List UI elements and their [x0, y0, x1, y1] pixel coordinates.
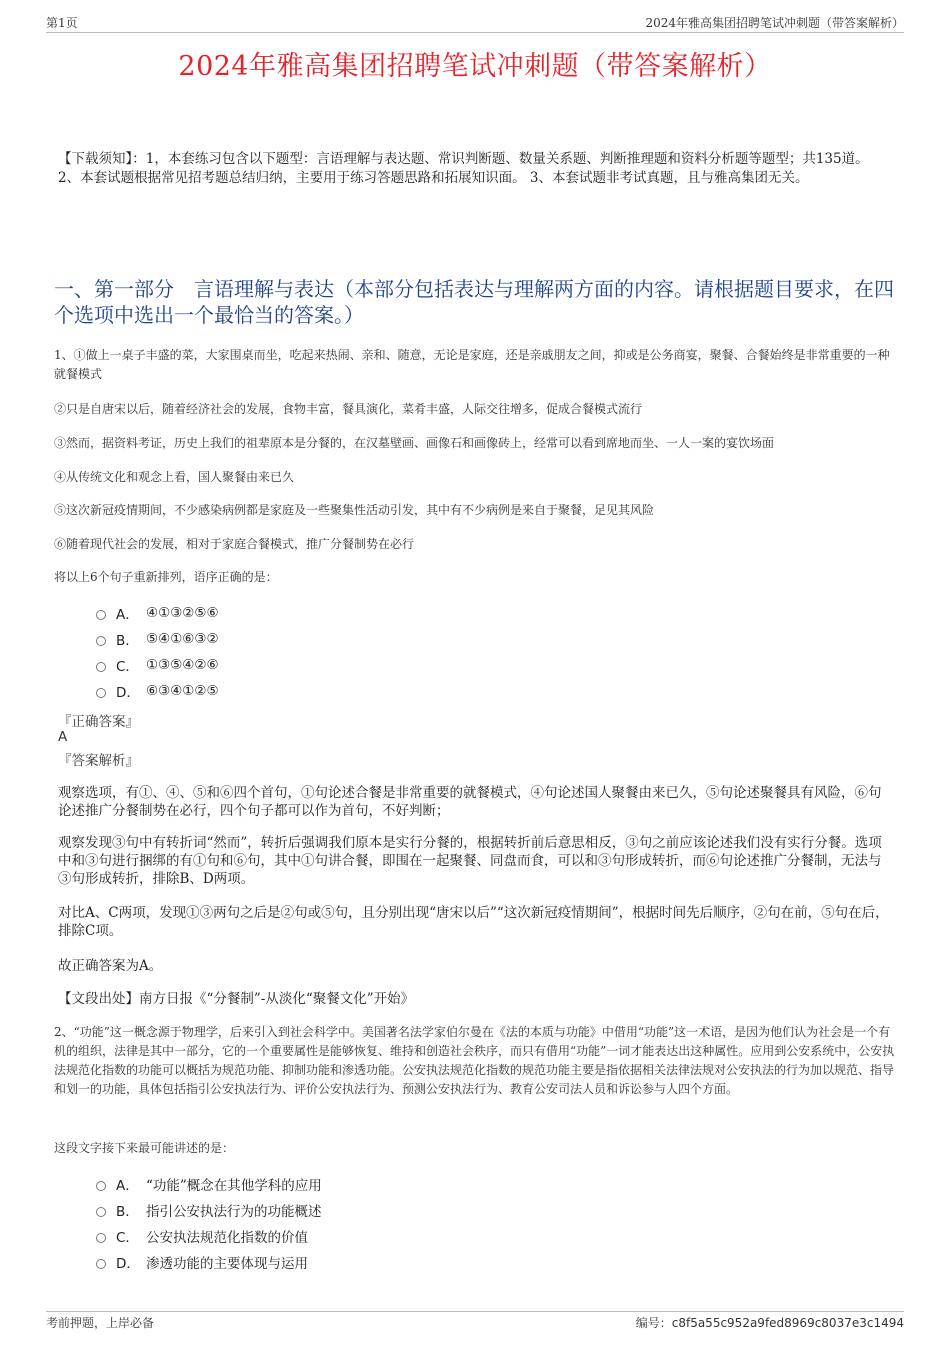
- analysis-label: 『答案解析』: [58, 753, 139, 769]
- q2-options: [96, 1171, 322, 1275]
- option-text: ①③⑤④②⑥: [146, 657, 219, 673]
- option-letter: C．: [116, 659, 139, 675]
- radio-icon[interactable]: [96, 1233, 106, 1243]
- q1-option-c[interactable]: [96, 652, 219, 678]
- q1-sentence-1: 1、①做上一桌子丰盛的菜，大家围桌而坐，吃起来热闹、亲和、随意，无论是家庭，还是亲戚朋友之间，抑或是公务商宴，聚餐、合餐始终是非常重要的一种就餐模式: [54, 348, 890, 381]
- q2-option-a[interactable]: [96, 1171, 322, 1197]
- radio-icon[interactable]: [96, 636, 106, 646]
- q2-option-d[interactable]: [96, 1249, 322, 1275]
- text-source: 【文段出处】南方日报《“分餐制”-从淡化“聚餐文化”开始》: [58, 991, 415, 1007]
- q1-option-d[interactable]: [96, 678, 219, 704]
- q1-prompt: 将以上6个句子重新排列，语序正确的是：: [54, 570, 278, 584]
- q2-stem: 2、“功能”这一概念源于物理学，后来引入到社会科学中。美国著名法学家伯尔曼在《法的本质与功能》中借用“功能”这一术语，是因为他们认为社会是一个有机的组织，法律是其中一部分，它的一个重要属性是能够恢复、维持和创造社会秩序，而只有借用“功能”一词才能表达出这种属性。应用到公安系统中，公安执法规范化指数的功能可以概括为规范功能、抑制功能和渗透功能。公安执法规范化指数的规范功能主要是指依据相关法律法规对公安执法的行为加以规范、指导和划一的功能，具体包括指引公安执法行为、评价公安执法行为、预测公安执法行为、教育公安司法人员和诉讼参与人四个方面。: [54, 1025, 895, 1096]
- q1-option-a[interactable]: [96, 600, 219, 626]
- radio-icon[interactable]: [96, 1259, 106, 1269]
- option-text: 渗透功能的主要体现与运用: [146, 1256, 308, 1272]
- option-text: ⑤④①⑥③②: [146, 631, 219, 647]
- code-value: c8f5a55c952a9fed8969c8037e3c1494: [671, 1316, 904, 1330]
- option-letter: B．: [116, 633, 139, 649]
- q2-option-c[interactable]: [96, 1223, 322, 1249]
- q2-prompt: 这段文字接下来最可能讲述的是：: [54, 1141, 235, 1155]
- code-label: 编号：: [635, 1316, 672, 1330]
- radio-icon[interactable]: [96, 1207, 106, 1217]
- section-title: 一、第一部分 言语理解与表达（本部分包括表达与理解两方面的内容。请根据题目要求，在四个选项中选出一个最恰当的答案。）: [54, 277, 894, 327]
- option-letter: A．: [116, 1178, 139, 1194]
- answer-label: 『正确答案』: [58, 714, 139, 730]
- option-text: ④①③②⑤⑥: [146, 605, 219, 621]
- analysis-paragraph-4: 故正确答案为A。: [58, 958, 163, 974]
- q1-options: [96, 600, 219, 704]
- q1-sentence-4: ④从传统文化和观念上看，国人聚餐由来已久: [54, 470, 295, 484]
- footer-divider: [46, 1311, 904, 1312]
- q1-option-b[interactable]: [96, 626, 219, 652]
- q1-sentence-5: ⑤这次新冠疫情期间，不少感染病例都是家庭及一些聚集性活动引发，其中有不少病例是来自于聚餐，足见其风险: [54, 503, 655, 517]
- radio-icon[interactable]: [96, 1181, 106, 1191]
- option-letter: B．: [116, 1204, 139, 1220]
- option-letter: A．: [116, 607, 139, 623]
- radio-icon[interactable]: [96, 610, 106, 620]
- header-divider: [46, 32, 904, 33]
- answer-value: A: [58, 729, 68, 745]
- doc-title: 2024年雅高集团招聘笔试冲刺题（带答案解析）: [178, 51, 772, 82]
- header-doc-title: 2024年雅高集团招聘笔试冲刺题（带答案解析）: [645, 16, 904, 30]
- footer-slogan: 考前押题，上岸必备: [46, 1316, 155, 1330]
- radio-icon[interactable]: [96, 688, 106, 698]
- radio-icon[interactable]: [96, 662, 106, 672]
- q1-sentence-6: ⑥随着现代社会的发展，相对于家庭合餐模式，推广分餐制势在必行: [54, 537, 415, 551]
- page-header: [46, 12, 904, 32]
- option-letter: D．: [116, 685, 140, 701]
- option-text: “功能”概念在其他学科的应用: [146, 1178, 322, 1194]
- analysis-paragraph-2: 观察发现③句中有转折词“然而”，转折后强调我们原本是实行分餐的，根据转折前后意思相反，③句之前应该论述我们没有实行分餐。选项中和③句进行捆绑的有①句和⑥句，其中①句讲合餐，即围在一起聚餐、同盘而食，可以和③句形成转折，而⑥句论述推广分餐制，无法与③句形成转折，排除B、D两项。: [58, 835, 882, 887]
- page-number: 第1页: [46, 16, 78, 30]
- option-text: ⑥③④①②⑤: [146, 683, 219, 699]
- option-letter: D．: [116, 1256, 140, 1272]
- q1-sentence-2: ②只是自唐宋以后，随着经济社会的发展，食物丰富，餐具演化，菜肴丰盛，人际交往增多，促成合餐模式流行: [54, 402, 643, 416]
- option-text: 公安执法规范化指数的价值: [146, 1230, 308, 1246]
- option-text: 指引公安执法行为的功能概述: [146, 1204, 322, 1220]
- q1-sentence-3: ③然而，据资料考证，历史上我们的祖辈原本是分餐的，在汉墓壁画、画像石和画像砖上，经常可以看到席地而坐、一人一案的宴饮场面: [54, 436, 775, 450]
- download-notice: 【下载须知】：1，本套练习包含以下题型：言语理解与表达题、常识判断题、数量关系题、判断推理题和资料分析题等题型；共135道。 2、本套试题根据常见招考题总结归纳，主要用于练习答题思路和拓展知识面。 3、本套试题非考试真题，且与雅高集团无关。: [58, 151, 869, 186]
- footer-code: [636, 1314, 904, 1331]
- option-letter: C．: [116, 1230, 139, 1246]
- q2-option-b[interactable]: [96, 1197, 322, 1223]
- analysis-paragraph-1: 观察选项，有①、④、⑤和⑥四个首句，①句论述合餐是非常重要的就餐模式，④句论述国人聚餐由来已久，⑤句论述聚餐具有风险，⑥句论述推广分餐制势在必行，四个句子都可以作为首句，不好判断；: [58, 785, 882, 819]
- analysis-paragraph-3: 对比A、C两项，发现①③两句之后是②句或⑤句，且分别出现“唐宋以后”“这次新冠疫情期间”，根据时间先后顺序，②句在前，⑤句在后，排除C项。: [58, 905, 889, 939]
